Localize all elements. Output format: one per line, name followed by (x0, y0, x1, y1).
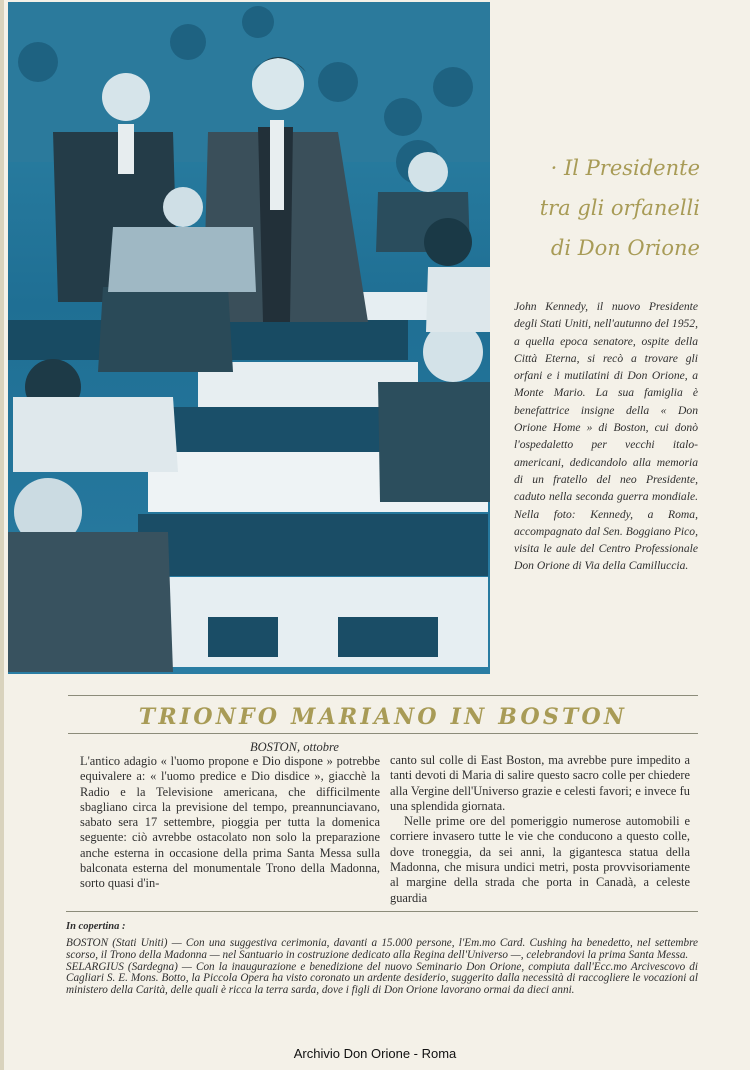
cover-paragraph: BOSTON (Stati Uniti) — Con una suggestiva cerimonia, davanti a 15.000 persone, l'Em.mo Card. Cushing ha benedetto, nel settembre scorso, il Trono della Madonna — nel Santuario in costruzione dedicato alla Regina dell'Universo —, celebrandovi la prima Santa Messa. (66, 937, 698, 961)
article-column-2 (390, 753, 690, 906)
side-title-line3: di Don Orione (550, 236, 700, 260)
article-headline: TRIONFO MARIANO IN BOSTON (138, 704, 628, 730)
headline-top-rule (68, 695, 698, 696)
page-edge (0, 0, 4, 1070)
article-paragraph: canto sul colle di East Boston, ma avrebbe pure impedito a tanti devoti di Maria di salire questo sacro colle per chiedere alla Vergine dell'Universo grazie e celesti favori; e invece fu una splendida giornata. (390, 753, 691, 813)
photo-caption: John Kennedy, il nuovo Presidente degli Stati Uniti, nell'autunno del 1952, a quella epoca senatore, ospite della Città Eterna, si recò a trovare gli orfani e i mutilatini di Don Orione, a Monte Mario. La sua famiglia è benefattrice insigne della « Don Orione Home » di Boston, cui donò l'ospedaletto per vecchi italo-americani, dedicandolo alla memoria di un fratello del neo Presidente, caduto nella seconda guerra mondiale. Nella foto: Kennedy, a Roma, accompagnato dal Sen. Boggiano Pico, visita le aule del Centro Professionale Don Orione di Via della Camilluccia. (514, 300, 698, 573)
article-paragraph: L'antico adagio « l'uomo propone e Dio dispone » potrebbe equivalere a: « l'uomo predice e Dio disdice », giacchè la Radio e la Televisione americana, che difficilmente sbagliano circa la previsione del tempo, preannunciavano, sabato sera 17 settembre, pioggia per tutta la domenica seguente: ciò avrebbe ostacolato non solo la preparazione anche esterna in occasione della prima Santa Messa sulla balconata esterna del monumentale Trono della Madonna, sorto quasi d'in- (80, 754, 380, 891)
side-title (520, 148, 700, 268)
article-byline: BOSTON, ottobre (250, 740, 339, 754)
cover-paragraph: SELARGIUS (Sardegna) — Con la inaugurazione e benedizione del nuovo Seminario Don Orione, compiuta dall'Ecc.mo Arcivescovo di Cagliari S. E. Mons. Botto, la Piccola Opera ha visto coronato un ardente desiderio, suggerito dalla necessità di raccogliere le vocazioni al ministero della Carità, delle quali è ricca la terra sarda, dove i figli di Don Orione lavorano ormai da dieci anni. (66, 960, 698, 997)
side-title-line2: tra gli orfanelli (539, 196, 700, 220)
article-column-1 (80, 753, 380, 892)
cover-label: In copertina : (66, 921, 126, 932)
cover-rule (66, 911, 698, 912)
classroom-photo (8, 2, 490, 674)
article-paragraph: Nelle prime ore del pomeriggio numerose automobili e corriere invasero tutte le vie che conducono a questo colle, dove troneggia, da sei anni, la gigantesca statua della Madonna, che misura undici metri, posta provvisoriamente al margine della strada che porta in Canadà, a celeste guardia (390, 814, 690, 905)
cover-text (66, 938, 698, 997)
archive-footer: Archivio Don Orione - Roma (293, 1046, 457, 1061)
side-title-line1: · Il Presidente (550, 156, 700, 180)
photo-illustration (8, 2, 490, 674)
headline-bottom-rule (68, 733, 698, 734)
